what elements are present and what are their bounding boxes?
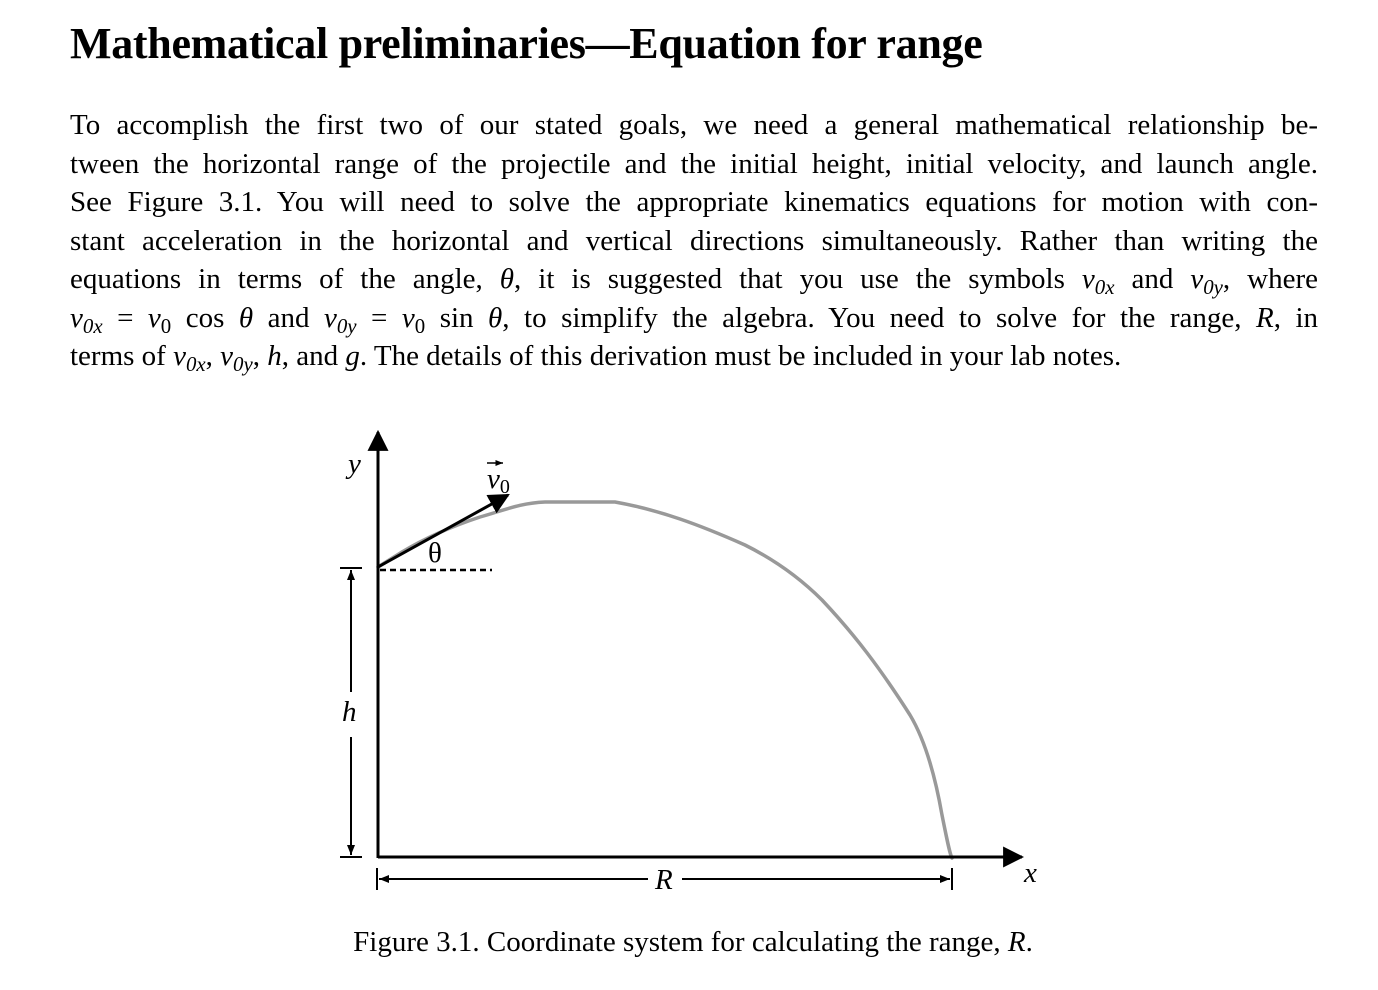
text-run: , it is suggested that you use the symbols [514,263,1082,295]
text-run: terms of [70,340,174,372]
math-v: v [173,340,186,372]
text-run: , to simplify the algebra. You need to solve for the range, [502,301,1257,334]
text-run: . The details of this derivation must be included in your lab notes. [359,340,1122,372]
math-sub-0: 0 [160,313,172,338]
math-g: g [345,340,360,372]
math-sin: sin [425,301,489,334]
para-line-1: To accomplish the first two of our stated goals, we need a general mathematical relationship be- [70,109,1318,141]
math-v: v [1081,263,1095,295]
math-v: v [220,340,234,372]
math-sub-0: 0 [414,313,426,338]
height-label: h [342,696,357,728]
caption-text: Figure 3.1. Coordinate system for calculating the range, [353,926,1008,958]
math-sub-0x: 0x [1094,274,1115,299]
range-label: R [655,864,673,896]
theta-label: θ [428,537,442,569]
text-run: , and [281,340,346,372]
math-h: h [267,340,282,372]
trajectory-curve [378,502,952,858]
section-heading: Mathematical preliminaries—Equation for range [70,19,983,68]
text-run: , where [1222,263,1319,295]
math-v: v [147,301,161,334]
math-theta: θ [499,263,515,295]
figure-caption [0,926,1378,959]
para-line-4: stant acceleration in the horizontal and vertical directions simultaneously. Rather than writing the [70,224,1318,257]
math-sub-0x: 0x [82,313,103,338]
math-v: v [323,301,337,334]
x-axis-label: x [1024,857,1037,889]
math-v: v [70,301,83,334]
math-theta: θ [238,301,254,334]
math-sub-0x: 0x [185,351,206,376]
v0-subscript: 0 [499,476,510,498]
math-v: v [401,301,415,334]
math-equals: = [102,301,148,334]
y-axis-label: y [348,448,361,480]
math-sub-0y: 0y [1203,274,1223,299]
para-line-3: See Figure 3.1. You will need to solve the appropriate kinematics equations for motion with con- [70,186,1318,218]
velocity-vector [378,495,508,567]
math-R: R [1256,301,1274,334]
math-sub-0y: 0y [336,313,357,338]
v0-label [487,463,510,498]
text-run: , [205,340,221,372]
text-run: and [253,301,324,334]
para-line-2: tween the horizontal range of the projectile and the initial height, initial velocity, and launch angle. [70,147,1318,180]
math-sub-0y: 0y [233,351,253,376]
caption-R: R [1007,926,1026,958]
text-run: equations in terms of the angle, [70,263,500,295]
math-equals: = [356,301,402,334]
text-run: , in [1273,301,1319,334]
math-v: v [1190,263,1204,295]
caption-period: . [1025,926,1033,958]
text-run: , [252,340,268,372]
v0-letter: v [487,463,500,495]
text-run: and [1114,263,1191,295]
math-cos: cos [171,301,239,334]
math-theta: θ [488,301,503,334]
